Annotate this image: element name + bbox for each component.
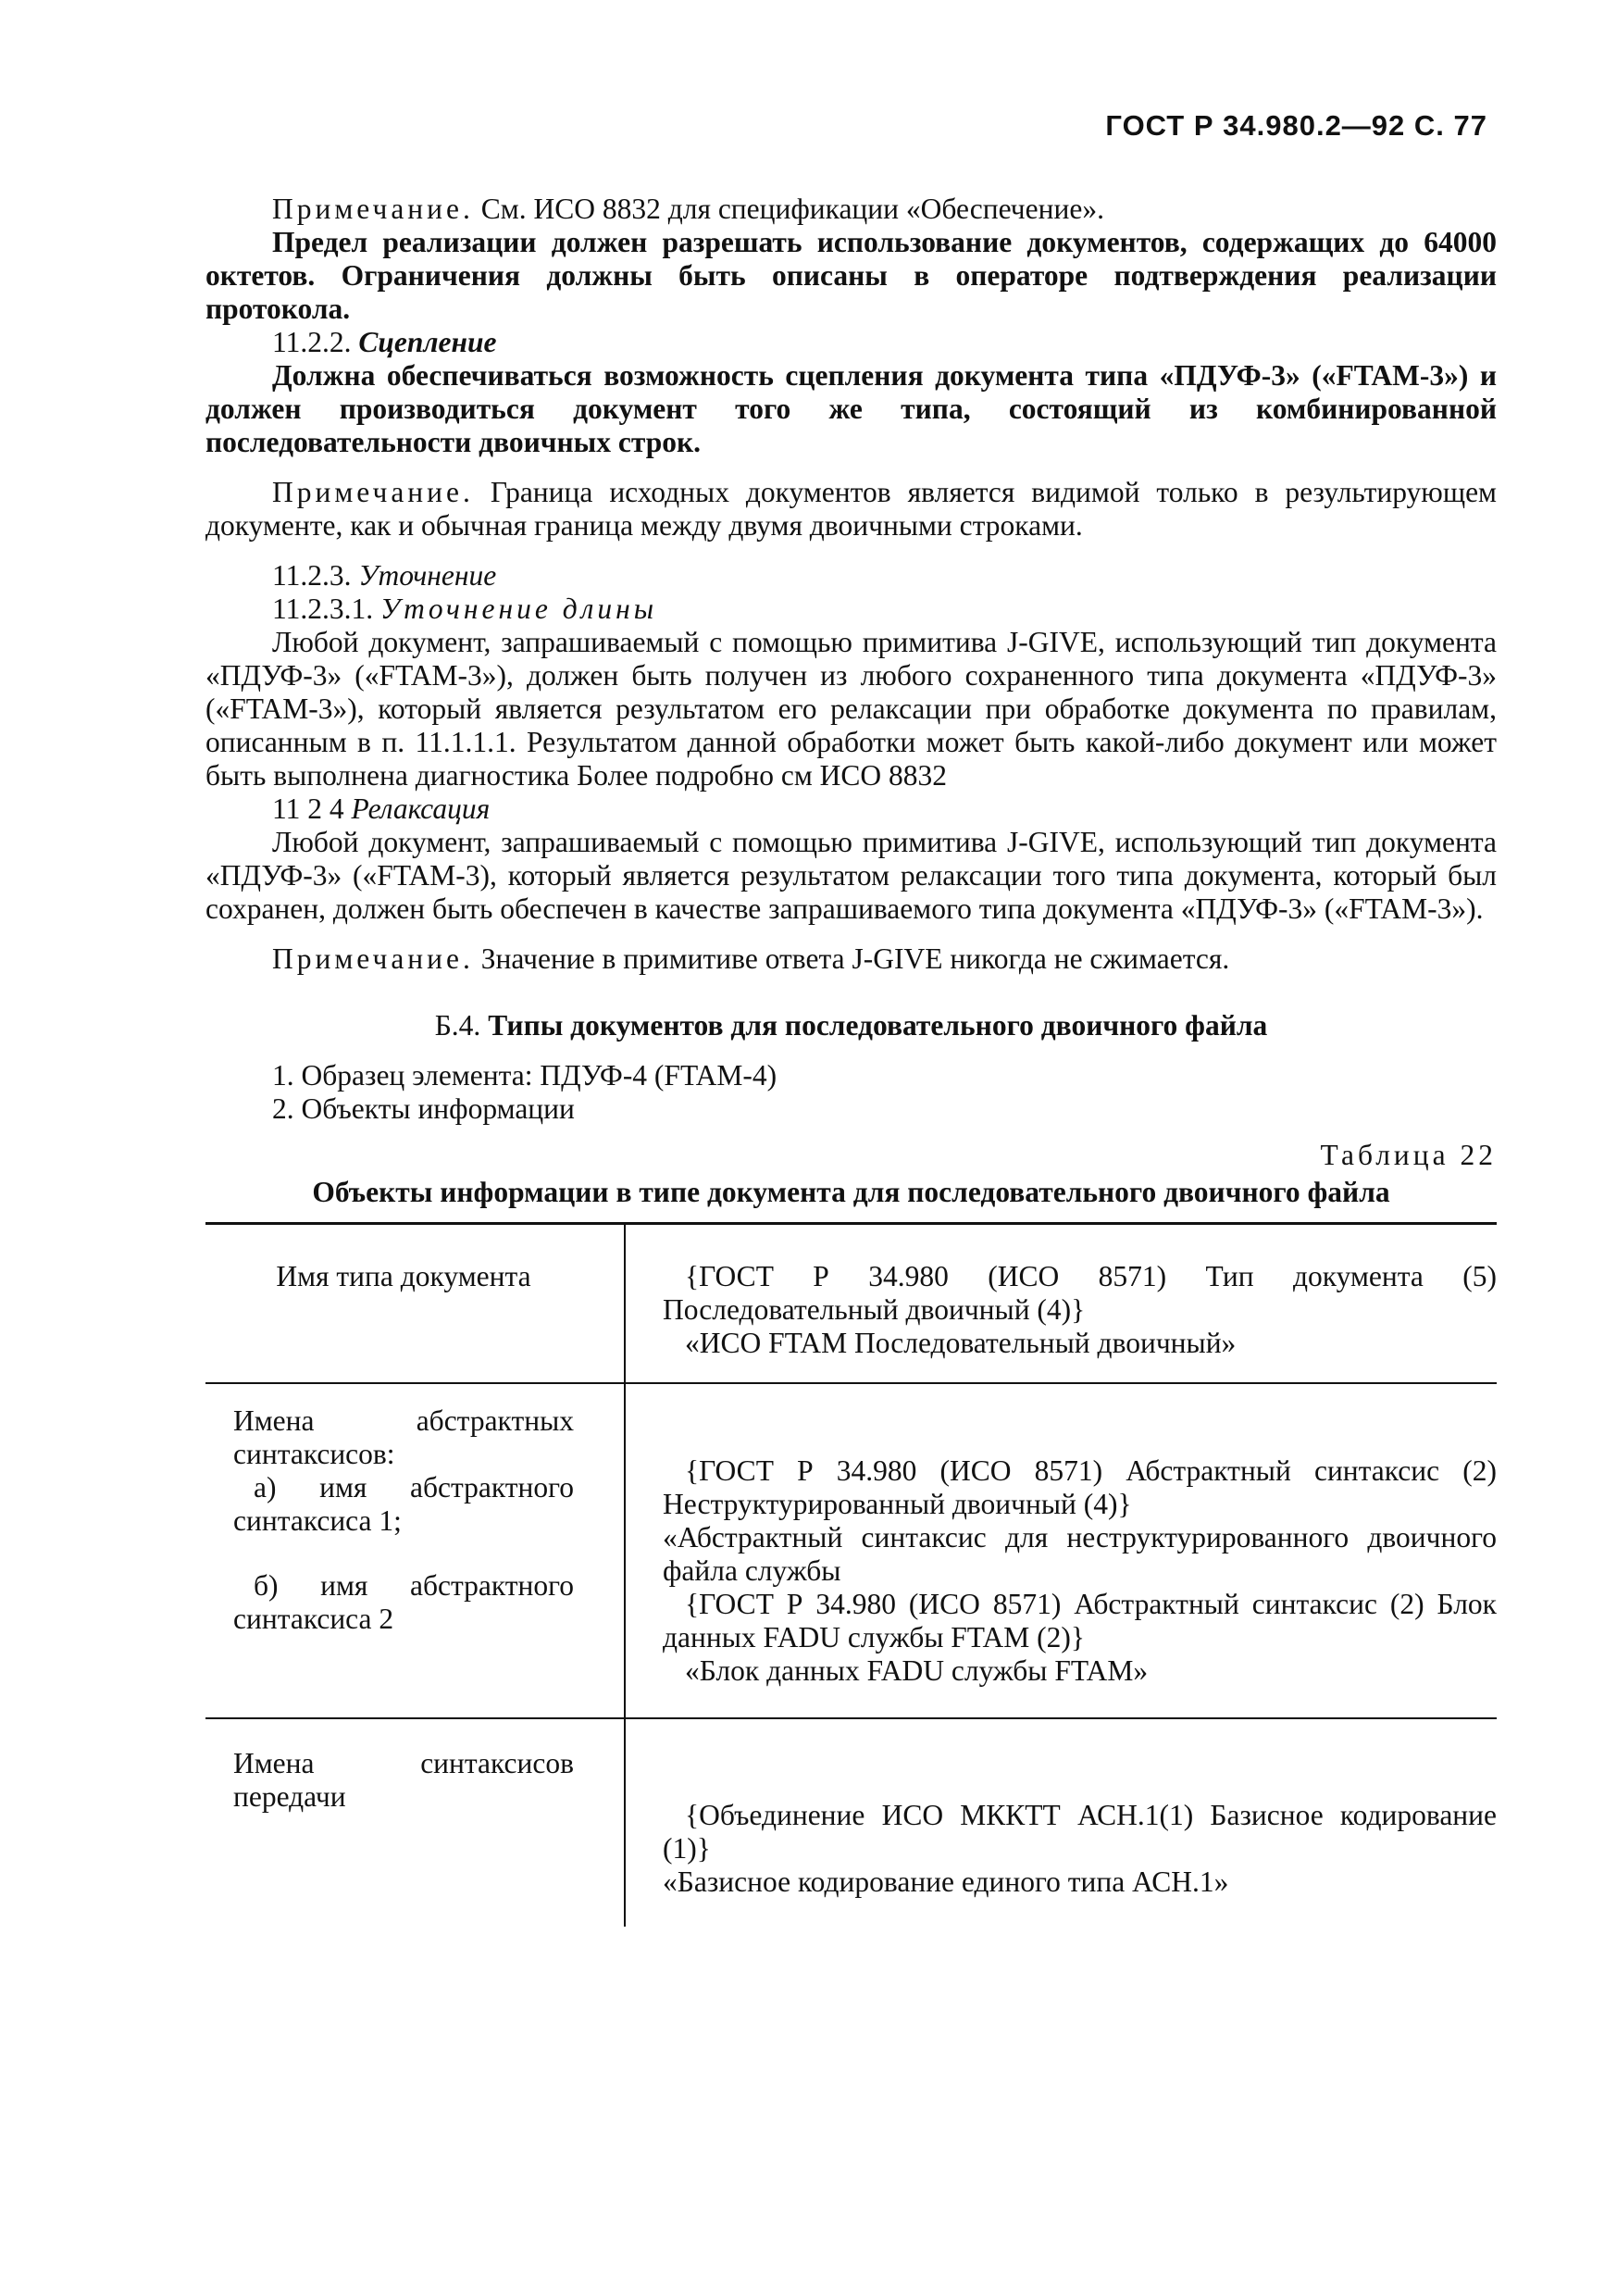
section-heading-11-2-2	[205, 326, 1497, 359]
info-objects-table	[205, 1222, 1497, 1927]
note-2	[205, 476, 1497, 543]
paragraph-limit: Предел реализации должен разрешать использование документов, содержащих до 64000 октетов. Ограничения должны быть описаны в операторе подтверждения реализации протокола.	[205, 226, 1497, 325]
cell-text: {ГОСТ Р 34.980 (ИСО 8571) Абстрактный синтаксис (2) Блок данных FADU службы FTAM (2)}	[663, 1588, 1497, 1653]
cell-text: б) имя абстрактного синтаксиса 2	[233, 1569, 574, 1635]
note-label: Примечание.	[272, 476, 474, 508]
cell-text: «Базисное кодирование единого типа АСН.1»	[663, 1866, 1229, 1898]
table-label: Таблица 22	[1320, 1139, 1497, 1171]
table-row	[205, 1382, 1497, 1717]
paragraph-concat: Должна обеспечиваться возможность сцепления документа типа «ПДУФ-3» («FTAM-3») и должен производиться документ того же типа, состоящий из комбинированной последовательности двоичных строк.	[205, 359, 1497, 458]
note-label: Примечание.	[272, 942, 474, 975]
cell-text: «Блок данных FADU службы FTAM»	[685, 1654, 1149, 1687]
cell-text: «ИСО FTAM Последовательный двоичный»	[685, 1327, 1237, 1359]
note-1	[205, 193, 1497, 226]
cell-text: а) имя абстрактного синтаксиса 1;	[233, 1471, 574, 1537]
page-header: ГОСТ Р 34.980.2—92 С. 77	[1105, 109, 1487, 142]
list-item-2: 2. Объекты информации	[272, 1092, 575, 1125]
table-cell-left	[205, 1719, 624, 1927]
table-row	[205, 1717, 1497, 1927]
table-cell-right	[624, 1225, 1497, 1382]
section-heading-11-2-3-1	[205, 593, 1497, 626]
section-heading-11-2-4	[205, 792, 1497, 826]
note-label: Примечание.	[272, 193, 474, 225]
note-text: Значение в примитиве ответа J-GIVE никогда не сжимается.	[473, 942, 1230, 975]
paragraph-relax: Любой документ, запрашиваемый с помощью примитива J-GIVE, использующий тип документа «ПДУФ-3» («FTAM-3), который является результатом релаксации того типа документа, который был сохранен, должен быть обеспечен в качестве запрашиваемого типа документа «ПДУФ-3» («FTAM-3»).	[205, 826, 1497, 925]
section-heading-11-2-3	[205, 559, 1497, 593]
list-item-1: 1. Образец элемента: ПДУФ-4 (FTAM-4)	[272, 1059, 777, 1092]
note-text: Граница исходных документов является видимой только в результирующем документе, как и обычная граница между двумя двоичными строками.	[205, 476, 1497, 542]
note-text: См. ИСО 8832 для спецификации «Обеспечение».	[473, 193, 1104, 225]
section-title: Релаксация	[351, 792, 491, 825]
document-body	[205, 193, 1497, 1927]
section-number: 11 2 4	[272, 792, 352, 825]
paragraph-refine: Любой документ, запрашиваемый с помощью примитива J-GIVE, использующий тип документа «ПДУФ-3» («FTAM-3»), должен быть получен из любого сохраненного типа документа «ПДУФ-3» («FTAM-3»), который является результатом его релаксации при обработке документа по правилам, описанным в п. 11.1.1.1. Результатом данной обработки может быть какой-либо документ или может быть выполнена диагностика Более подробно см ИСО 8832	[205, 626, 1497, 792]
section-number: 11.2.2.	[272, 326, 359, 358]
appendix-heading-b4	[205, 1009, 1497, 1042]
cell-text: {ГОСТ Р 34.980 (ИСО 8571) Абстрактный синтаксис (2) Неструктурированный двоичный (4)}	[663, 1454, 1497, 1520]
section-title: Сцепление	[358, 326, 497, 358]
spacer	[233, 1538, 574, 1569]
table-cell-right	[624, 1719, 1497, 1927]
table-cell-right	[624, 1384, 1497, 1717]
note-3	[205, 942, 1497, 976]
cell-text: {Объединение ИСО МККТТ АСН.1(1) Базисное кодирование (1)}	[663, 1799, 1497, 1865]
section-title: Уточнение	[358, 559, 497, 592]
appendix-title: Типы документов для последовательного двоичного файла	[488, 1009, 1268, 1042]
cell-text: Имя типа документа	[276, 1260, 531, 1292]
cell-text: {ГОСТ Р 34.980 (ИСО 8571) Тип документа (5) Последовательный двоичный (4)}	[663, 1260, 1497, 1326]
cell-text: Имена синтаксисов передачи	[233, 1747, 574, 1813]
table-row	[205, 1225, 1497, 1382]
section-number: 11.2.3.	[272, 559, 359, 592]
table-title: Объекты информации в типе документа для последовательного двоичного файла	[312, 1176, 1390, 1208]
section-title: Уточнение длины	[379, 593, 658, 625]
appendix-number: Б.4.	[434, 1009, 489, 1042]
table-cell-left	[205, 1225, 624, 1382]
cell-text: «Абстрактный синтаксис для неструктурированного двоичного файла службы	[663, 1521, 1497, 1587]
cell-text: Имена абстрактных синтаксисов:	[233, 1404, 574, 1470]
section-number: 11.2.3.1.	[272, 593, 380, 625]
table-cell-left	[205, 1384, 624, 1717]
